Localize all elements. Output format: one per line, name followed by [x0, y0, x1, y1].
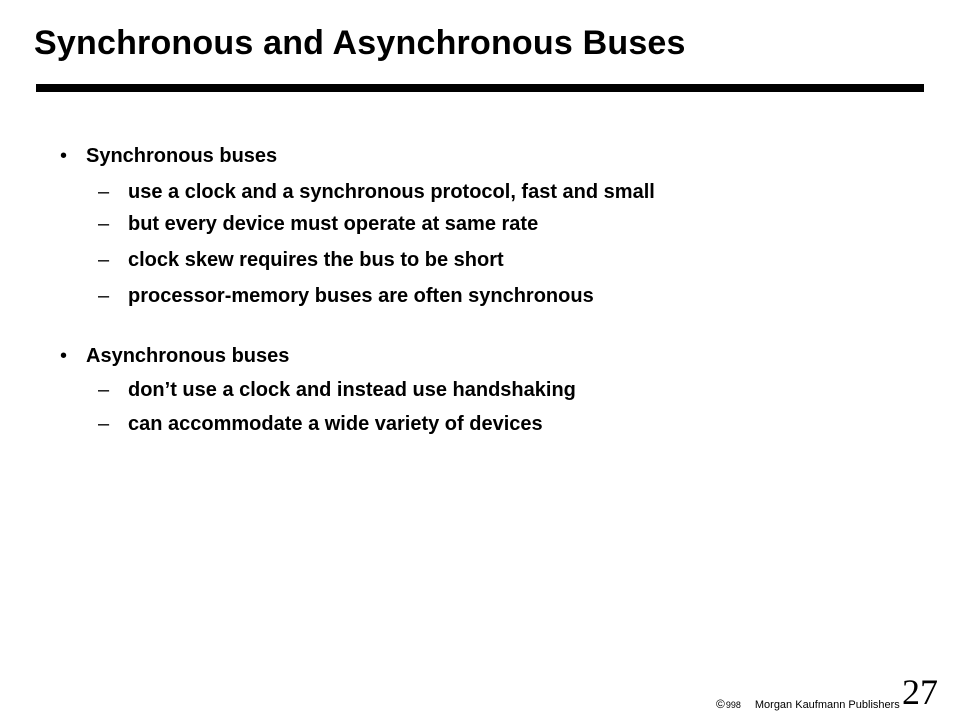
- bullet-heading: Synchronous buses: [86, 145, 278, 167]
- dash-marker: –: [98, 379, 110, 401]
- sub-item-text: processor-memory buses are often synchronous: [128, 285, 594, 307]
- title-divider: [36, 84, 924, 92]
- dash-marker: –: [98, 285, 110, 307]
- copyright-year: 998: [725, 700, 741, 710]
- bullet-marker: •: [60, 145, 68, 167]
- dash-marker: –: [98, 249, 110, 271]
- sub-item-text: use a clock and a synchronous protocol, fast and small: [128, 181, 655, 203]
- sub-item-text: clock skew requires the bus to be short: [128, 249, 504, 271]
- sub-item-text: don’t use a clock and instead use handshaking: [128, 379, 576, 401]
- sub-item-text: but every device must operate at same rate: [128, 213, 539, 235]
- bullet-marker: •: [60, 345, 68, 367]
- page-number: 27: [902, 672, 938, 712]
- copyright-symbol: ©: [716, 697, 725, 711]
- dash-marker: –: [98, 413, 110, 435]
- sub-item-text: can accommodate a wide variety of devices: [128, 413, 543, 435]
- dash-marker: –: [98, 213, 110, 235]
- dash-marker: –: [98, 181, 110, 203]
- publisher-credit: [716, 697, 900, 711]
- slide-title: Synchronous and Asynchronous Buses: [34, 24, 686, 62]
- publisher-name: Morgan Kaufmann Publishers: [754, 699, 900, 711]
- bullet-heading: Asynchronous buses: [86, 345, 290, 367]
